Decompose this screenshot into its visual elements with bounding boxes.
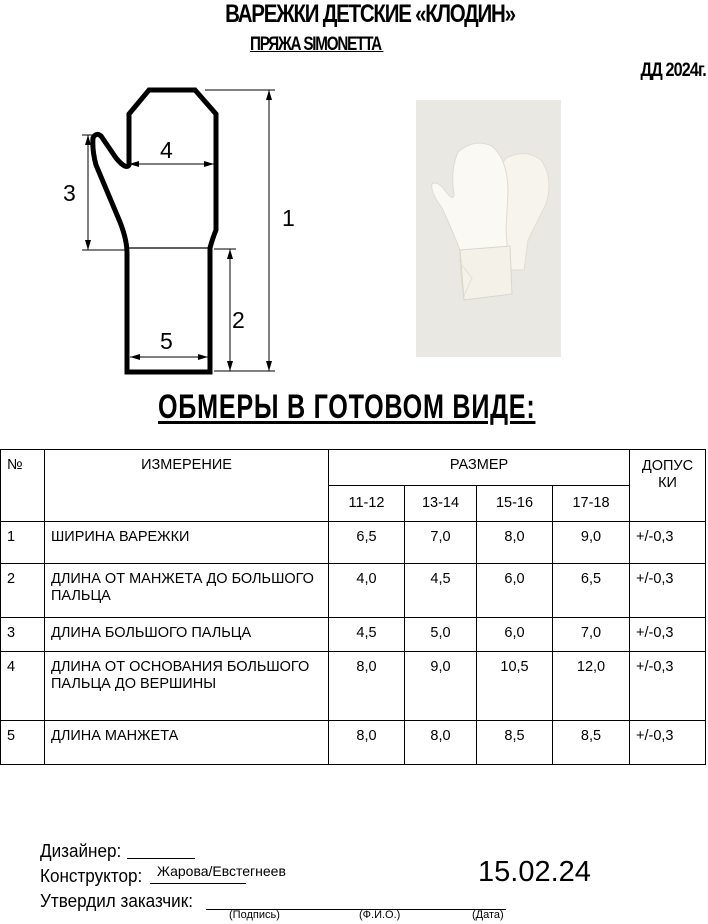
row-value: 6,0: [477, 618, 553, 652]
header-size: РАЗМЕР: [329, 450, 630, 486]
row-value: 10,5: [477, 652, 553, 721]
mitten-sketch: [0, 0, 708, 440]
row-value: 8,0: [329, 652, 405, 721]
measurements-table: [0, 449, 706, 765]
row-value: 9,0: [553, 522, 630, 564]
table-row: [1, 652, 706, 721]
table-row: [1, 721, 706, 765]
row-name: ДЛИНА ОТ МАНЖЕТА ДО БОЛЬШОГО ПАЛЬЦА: [45, 564, 329, 618]
row-tolerance: +/-0,3: [630, 522, 706, 564]
designer-line: [127, 858, 195, 859]
row-value: 5,0: [405, 618, 477, 652]
product-photo: [416, 100, 561, 357]
row-value: 12,0: [553, 652, 630, 721]
size-label: 15-16: [477, 486, 553, 522]
row-value: 4,5: [405, 564, 477, 618]
header-number: №: [1, 450, 45, 522]
season-code: ДД 2024г.: [640, 60, 706, 81]
constructor-line: [150, 883, 246, 884]
row-name: ШИРИНА ВАРЕЖКИ: [45, 522, 329, 564]
row-name: ДЛИНА ОТ ОСНОВАНИЯ БОЛЬШОГО ПАЛЬЦА ДО ВЕРШИНЫ: [45, 652, 329, 721]
row-name: ДЛИНА БОЛЬШОГО ПАЛЬЦА: [45, 618, 329, 652]
size-label: 11-12: [329, 486, 405, 522]
constructor-label: Конструктор:: [40, 866, 143, 886]
table-row: [1, 564, 706, 618]
row-value: 7,0: [405, 522, 477, 564]
dimension-4-label: 4: [160, 137, 173, 163]
size-label: 13-14: [405, 486, 477, 522]
row-value: 6,0: [477, 564, 553, 618]
row-tolerance: +/-0,3: [630, 618, 706, 652]
row-value: 6,5: [329, 522, 405, 564]
header-tolerance: ДОПУС КИ: [630, 450, 706, 522]
mittens-image: [416, 100, 561, 357]
table-row: [1, 618, 706, 652]
date-hint: (Дата): [472, 909, 504, 921]
row-value: 9,0: [405, 652, 477, 721]
table-row: [1, 522, 706, 564]
row-number: 1: [1, 522, 45, 564]
row-value: 4,5: [329, 618, 405, 652]
row-number: 3: [1, 618, 45, 652]
yarn-title: ПРЯЖА SIMONETTA: [250, 34, 384, 55]
section-heading: ОБМЕРЫ В ГОТОВОМ ВИДЕ:: [158, 388, 536, 426]
row-number: 2: [1, 564, 45, 618]
row-value: 8,5: [553, 721, 630, 765]
row-number: 5: [1, 721, 45, 765]
document-date: 15.02.24: [478, 856, 591, 888]
row-tolerance: +/-0,3: [630, 652, 706, 721]
dimension-2-label: 2: [232, 307, 245, 333]
size-label: 17-18: [553, 486, 630, 522]
row-value: 8,5: [477, 721, 553, 765]
signature-hint: (Подпись): [229, 909, 280, 921]
row-value: 8,0: [329, 721, 405, 765]
dimension-1-label: 1: [282, 205, 295, 231]
row-number: 4: [1, 652, 45, 721]
row-value: 7,0: [553, 618, 630, 652]
document-title: ВАРЕЖКИ ДЕТСКИЕ «КЛОДИН»: [225, 0, 515, 28]
row-value: 8,0: [477, 522, 553, 564]
approved-label: Утвердил заказчик:: [40, 891, 193, 911]
row-value: 4,0: [329, 564, 405, 618]
constructor-value: Жарова/Евстегнеев: [157, 863, 286, 879]
row-value: 6,5: [553, 564, 630, 618]
row-tolerance: +/-0,3: [630, 564, 706, 618]
mitten-outline: [93, 90, 216, 372]
header-measure: ИЗМЕРЕНИЕ: [45, 450, 329, 522]
dimension-3-label: 3: [63, 180, 76, 206]
designer-label: Дизайнер:: [40, 841, 122, 861]
row-tolerance: +/-0,3: [630, 721, 706, 765]
table-header-row: [1, 450, 706, 486]
name-hint: (Ф.И.О.): [359, 909, 401, 921]
row-value: 8,0: [405, 721, 477, 765]
dimension-5-label: 5: [160, 328, 173, 354]
row-name: ДЛИНА МАНЖЕТА: [45, 721, 329, 765]
